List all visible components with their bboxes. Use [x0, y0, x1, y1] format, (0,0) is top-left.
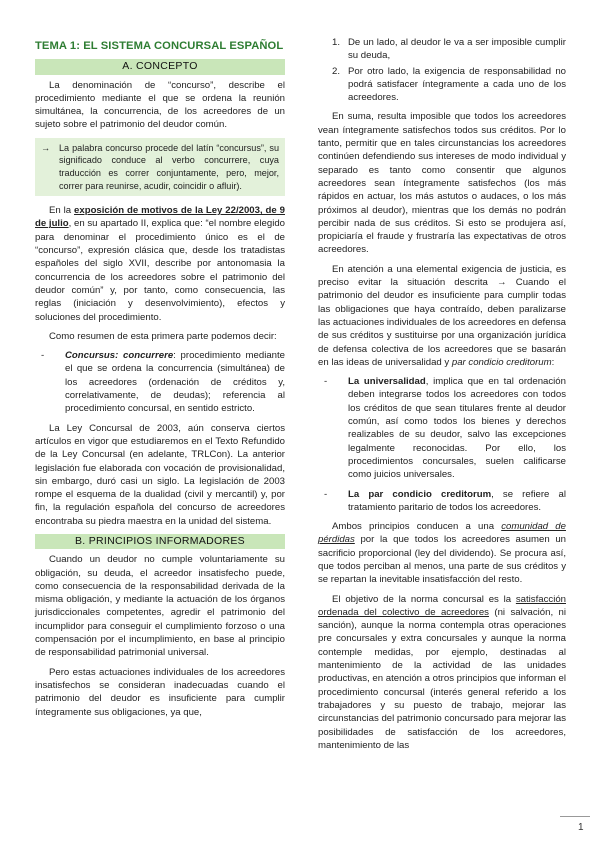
footer-divider — [560, 816, 590, 817]
numbered-item-1 — [318, 36, 566, 63]
section-heading-concepto: A. CONCEPTO — [35, 59, 285, 74]
left-column — [35, 34, 285, 725]
paragraph-justicia — [318, 263, 566, 369]
numbered-item-text: De un lado, al deudor le va a ser imposible cumplir su deuda, — [348, 37, 566, 62]
number-marker: 1. — [332, 37, 341, 48]
paragraph-ambos-principios — [318, 520, 566, 586]
list-item-concursus — [35, 349, 285, 415]
text-run: por la que todos los acreedores asumen un sacrificio proporcional (ley del dividendo). Se procura así, que todos perciban al menos, una parte de sus créditos y se repartan la inevitable insatisfacción del resto. — [318, 534, 566, 586]
term-concursus: Concursus: concurrere — [65, 350, 174, 362]
text-run: (ni salvación, ni sanción), aunque la norma contempla otras operaciones pre concursales y extra concursales y aunque la norma contemple medidas, por ejemplo, destinadas al mantenimiento de la actividad de las unidades productivas, en atención a otros principios que informan el procedimiento concursal (interés general referido a los trabajadores y su puesto de trabajo, mejorar las circunstancias del patrimonio concursado para mejorar las posibilidades de satisfacción de los acreedores, mantenimiento de las — [318, 606, 566, 751]
paragraph-objetivo — [318, 593, 566, 753]
etymology-note-text: La palabra concurso procede del latín “concursus”, su significado conduce al verbo concurrere, cuya traducción es correr conjuntamente, pero, mejor, correr para reunirse, acudir, coincidir o afluir). — [59, 142, 279, 191]
etymology-note — [35, 138, 285, 196]
dash-bullet: - — [324, 376, 328, 388]
term-universalidad: La universalidad — [348, 376, 426, 388]
numbered-item-text: Por otro lado, la exigencia de responsabilidad no podrá satisfacer íntegramente a cada uno de los acreedores. — [348, 65, 566, 104]
dash-bullet: - — [324, 488, 328, 500]
paragraph-actuaciones: Pero estas actuaciones individuales de los acreedores insatisfechos se consideran inadecuadas cuando el patrimonio del deudor es insuficiente para cumplir íntegramente sus obligaciones, ya que, — [35, 666, 285, 718]
paragraph-resumen: Como resumen de esta primera parte podemos decir: — [49, 330, 277, 342]
right-column — [318, 36, 566, 758]
paragraph-ley-concursal: La Ley Concursal de 2003, aún conserva ciertos artículos en vigor que estudiaremos en el Texto Refundido de la Ley Concursal (en adelante, TRLCon). La anterior legislación fue elaborada con vocación de provisionalidad, sin embargo, duró casi un siglo. La legislación de 2003 rompe el esquema de la dualidad (civil y mercantil) y, por fin, la regulación española del concurso de acreedores encontraba su piedra maestra en la unidad del sistema. — [35, 422, 285, 527]
arrow-icon: → — [41, 142, 51, 153]
number-marker: 2. — [332, 65, 341, 77]
text-run: , en su apartado II, explica que: “el nombre elegido para denominar el procedimiento único es el de “concurso”, expresión clásica que, desde los tratadistas españoles del siglo XVII, describe por antonomasia la concurrencia de los acreedores sobre el patrimonio del deudor común” y, por tanto, como consecuencia, las reglas (iniciación y desenvolvimiento), efectos y soluciones del procedimiento. — [35, 218, 285, 323]
numbered-item-2 — [318, 65, 566, 105]
text-run: El objetivo de la norma concursal es la — [332, 593, 516, 605]
law-reference: exposición de motivos de la Ley 22/2003, de 9 de julio — [35, 205, 285, 230]
document-title: TEMA 1: EL SISTEMA CONCURSAL ESPAÑOL — [35, 40, 284, 52]
definition-text: : procedimiento mediante el que se ordena la concurrencia (simultánea) de los acreedores (ordenación de créditos y, correlativamente, de deudas); referencia al procedimiento concursal, en sentido estricto. — [65, 350, 285, 415]
list-item-universalidad — [318, 375, 566, 481]
text-run: Ambos principios conducen a una — [332, 521, 502, 533]
text-run: : — [551, 356, 555, 368]
list-item-par-condicio — [318, 488, 566, 515]
paragraph-deudor: Cuando un deudor no cumple voluntariamente su obligación, su deuda, el acreedor insatisfecho puede, como consecuencia de la responsabilidad derivada de la misma obligación, y mediante la actuación de los órganos jurisdiccionales competentes, agredir el patrimonio del incumplidor para conseguir el cumplimiento forzoso o una compensación por el incumplimiento, en base al principio de responsabilidad patrimonial universal. — [35, 554, 285, 659]
paragraph-en-suma: En suma, resulta imposible que todos los acreedores vean íntegramente satisfechos todos sus créditos. Por lo tanto, permitir que en tales circunstancias los acreedores continúen defendiendo sus intereses de modo individual y separado es tanto como consentir que algunos acreedores sean íntegramente satisfechos (los más rápidos en actuar, los más astutos o audaces, o los más próximos al deudor), mientras que los demás no podrán percibir nada de sus créditos. Si esto se produjera así, propiciaría el fraude y frustraría las expectativas de otros acreedores. — [318, 111, 566, 256]
definition-text: , implica que en tal ordenación deben integrarse todos los acreedores con todos los créditos de que sean titulares frente al deudor común, así como todos los bienes y derechos realizables de su deudor, salvo las excepciones legalmente reconocidas. Por ello, los procedimientos concursales, suelen calificarse como juicios universales. — [348, 376, 566, 481]
text-run: En atención a una elemental exigencia de justicia, es preciso evitar la situación descrita → Cuando el patrimonio del deudor es insuficiente para cumplir todas las obligaciones que haya contraído, deben paralizarse las actuaciones individuales de los acreedores en defensa de sus créditos y sustituirse por una organización jurídica de defensa colectiva de los acreedores que se basarán en las ideas de universalidad y — [318, 263, 566, 368]
dash-bullet: - — [41, 350, 45, 362]
definition-text: , se refiere al tratamiento paritario de todos los acreedores. — [348, 488, 566, 513]
page-number: 1 — [578, 822, 584, 833]
paragraph-exposicion — [35, 204, 285, 324]
paragraph-denominacion: La denominación de “concurso”, describe el procedimiento mediante el que se ordena la reunión simultánea, la concurrencia, de los acreedores de un sujeto sobre el patrimonio del deudor común. — [35, 79, 285, 131]
italic-term: par condicio creditorum — [451, 356, 552, 368]
satisfaccion-term: satisfacción ordenada del colectivo de acreedores — [318, 593, 566, 618]
text-run: En la — [49, 205, 75, 217]
section-heading-principios: B. PRINCIPIOS INFORMADORES — [35, 534, 285, 549]
term-par-condicio: La par condicio creditorum — [348, 488, 492, 500]
comunidad-de-perdidas-term: comunidad de pérdidas — [318, 521, 566, 546]
